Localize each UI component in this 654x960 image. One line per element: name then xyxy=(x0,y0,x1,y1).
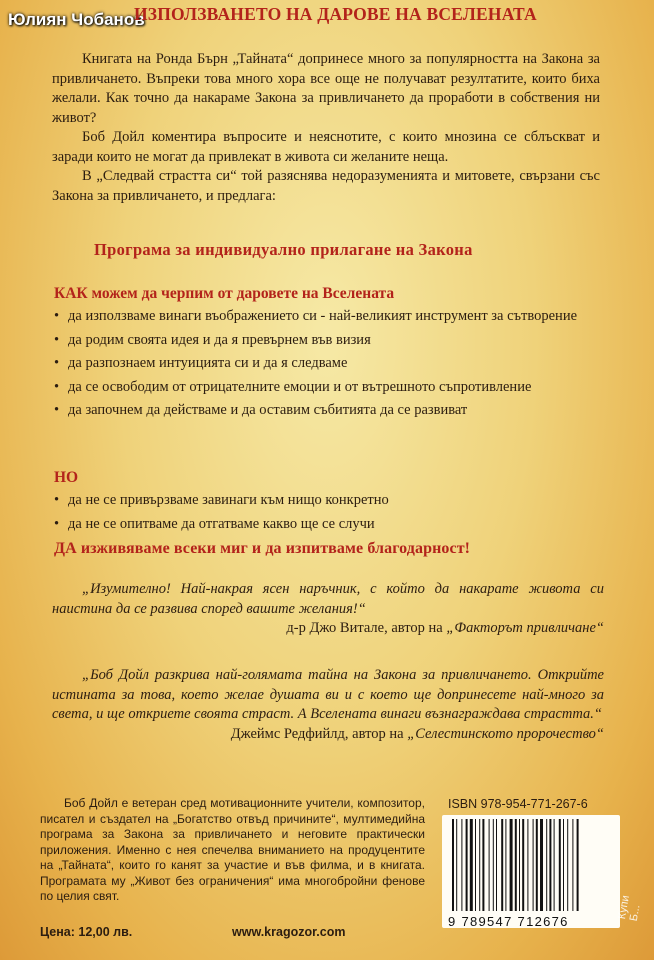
barcode xyxy=(442,815,620,928)
list-item: • да използваме винаги въображението си - най-великият инструмент за сътворение xyxy=(54,307,602,327)
intro-paragraph-1: Книгата на Ронда Бърн „Тайната“ допринесе много за популярността на Закона за привличането. Въпреки това много хора все още не получават резултатите, които биха желали. Как точно да накараме Закона за привличането да проработи в собствения ни живот? xyxy=(52,51,600,126)
quote-text: „Боб Дойл разкрива най-голямата тайна на Закона за привличането. Открийте истината за това, което желае душата ви и с което ще допринесете най-много за света, и ще откриете своята страст. А Вселената винаги възнаграждава страстта.“ xyxy=(52,667,604,722)
author-bio-text: Боб Дойл е ветеран сред мотивационните учители, композитор, писател и създател на „Богатство отвъд причините“, мултимедийна програма за Закона за привличането и неговите практически приложения. Именно с нея спечелва вниманието на продуцентите на „Тайната“, които го канят за участие и във филма, и в книгата. Програмата му „Живот без ограничения“ има многобройни фенове по целия свят. xyxy=(40,796,425,903)
watermark: Купи Б... xyxy=(616,894,643,923)
live-heading: ДА изживяваме всеки миг и да изпитваме благодарност! xyxy=(54,540,471,557)
no-heading: НО xyxy=(54,469,79,486)
quote-author-work: „Факторът привличане“ xyxy=(446,620,604,636)
quote-text: „Изумително! Най-накрая ясен наръчник, с който да накарате живота си наистина да се развива според вашите желания!“ xyxy=(52,581,604,617)
list-item: • да не се опитваме да отгатваме какво ще се случи xyxy=(54,515,602,535)
how-list xyxy=(54,307,602,425)
intro-text xyxy=(52,50,600,206)
quote-vitale xyxy=(52,580,604,639)
quote-author-name: д-р Джо Витале, автор на xyxy=(286,620,447,636)
list-item: • да родим своята идея и да я превърнем във визия xyxy=(54,331,602,351)
author-bio xyxy=(40,796,425,905)
isbn-label: ISBN 978-954-771-267-6 xyxy=(448,797,588,811)
quote-author-work: „Селестинското пророчество“ xyxy=(407,725,604,742)
list-item: • да се освободим от отрицателните емоции и от вътрешното съпротивление xyxy=(54,378,602,398)
quote-redfield xyxy=(52,666,604,744)
barcode-bars-icon xyxy=(442,815,620,913)
how-heading: КАК можем да черпим от даровете на Вселената xyxy=(54,285,395,302)
quote-author-name: Джеймс Редфийлд, автор на xyxy=(230,725,408,742)
list-item: • да започнем да действаме и да оставим събитията да се развиват xyxy=(54,401,602,421)
list-item: • да не се привързваме завинаги към нищо конкретно xyxy=(54,491,602,511)
quote-author xyxy=(52,619,604,639)
headline: ИЗПОЛЗВАНЕТО НА ДАРОВЕ НА ВСЕЛЕНАТА xyxy=(134,4,537,24)
list-item: • да разпознаем интуицията си и да я следваме xyxy=(54,354,602,374)
publisher-website: www.kragozor.com xyxy=(232,925,346,939)
quote-author xyxy=(52,725,604,745)
user-overlay-label: Юлиян Чобанов xyxy=(8,10,145,29)
program-heading: Програма за индивидуално прилагане на Закона xyxy=(94,240,473,259)
no-list xyxy=(54,491,602,538)
price-label: Цена: 12,00 лв. xyxy=(40,925,133,939)
intro-paragraph-2: Боб Дойл коментира въпросите и неяснотите, с които мнозина се сблъскват и заради които не могат да привлекат в живота си желаните неща. xyxy=(52,129,600,165)
barcode-digits: 9 789547 712676 xyxy=(448,914,569,929)
intro-paragraph-3: В „Следвай страстта си“ той разяснява недоразуменията и митовете, свързани със Закона за привличането, и предлага: xyxy=(52,168,600,204)
